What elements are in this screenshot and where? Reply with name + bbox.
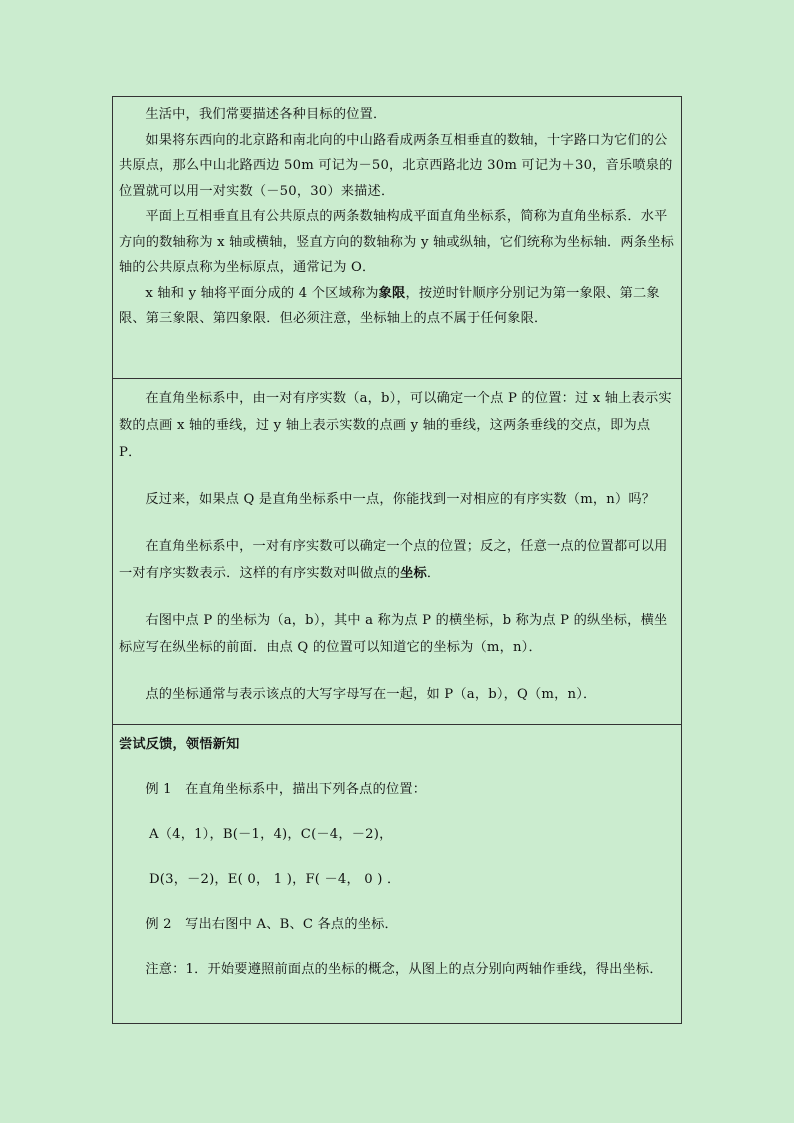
- note: 注意：1．开始要遵照前面点的坐标的概念，从图上的点分别向两轴作垂线，得出坐标．: [145, 962, 663, 977]
- text: ，按逆时针顺序分别记为第一象限、第二象限、第三象限、第四象限．但必须注意，坐标轴上的点不属于任何象限．: [119, 285, 660, 326]
- paragraph: 如果将东西向的北京路和南北向的中山路看成两条互相垂直的数轴，十字路口为它们的公共原点，那么中山北路西边 50m 可记为－50，北京西路北边 30m 可记为＋30，音乐喷泉的位置就可以用一对实数（－50，30）来描述．: [119, 132, 673, 199]
- text: ．: [426, 566, 441, 581]
- term-quadrant: 象限: [378, 285, 406, 301]
- lesson-table: [112, 96, 682, 1024]
- text: x 轴和 y 轴将平面分成的 4 个区域称为: [145, 285, 379, 301]
- paragraph: 点的坐标通常与表示该点的大写字母写在一起，如 P（a，b），Q（m，n）．: [145, 687, 597, 702]
- section-coordinates: [113, 379, 681, 725]
- paragraph: 右图中点 P 的坐标为（a，b），其中 a 称为点 P 的横坐标，b 称为点 P 的纵坐标，横坐标应写在纵坐标的前面．由点 Q 的位置可以知道它的坐标为（m，n）．: [119, 613, 668, 655]
- example-1-points-line1: A（4，1），B(－1，4)，C(－4，－2)，: [149, 827, 393, 842]
- term-coordinate: 坐标: [400, 566, 427, 581]
- section-heading: 尝试反馈，领悟新知: [119, 737, 240, 752]
- section-coordinate-system: [113, 97, 681, 379]
- paragraph: 平面上互相垂直且有公共原点的两条数轴构成平面直角坐标系，简称为直角坐标系．水平方向的数轴称为 x 轴或横轴，竖直方向的数轴称为 y 轴或纵轴，它们统称为坐标轴．两条坐标轴的公共原点称为坐标原点，通常记为 O．: [119, 209, 674, 275]
- example-2: 例 2 写出右图中 A、B、C 各点的坐标．: [145, 917, 398, 932]
- paragraph: 生活中，我们常要描述各种目标的位置．: [145, 107, 387, 122]
- text: 在直角坐标系中，一对有序实数可以确定一个点的位置；反之，任意一点的位置都可以用一对有序实数表示．这样的有序实数对叫做点的: [119, 539, 668, 581]
- paragraph-coordinate: [119, 533, 675, 587]
- example-1-points-line2: D(3，－2)，E( 0， 1 )，F( －4， 0 ) ．: [149, 872, 401, 887]
- paragraph: 在直角坐标系中，由一对有序实数（a，b），可以确定一个点 P 的位置：过 x 轴上表示实数的点画 x 轴的垂线，过 y 轴上表示实数的点画 y 轴的垂线，这两条垂线的交点，即为点 P．: [119, 391, 672, 460]
- example-1: 例 1 在直角坐标系中，描出下列各点的位置：: [145, 782, 427, 797]
- paragraph-quadrant: [119, 281, 675, 332]
- section-practice: [113, 725, 681, 1023]
- paragraph: 反过来，如果点 Q 是直角坐标系中一点，你能找到一对相应的有序实数（m，n）吗？: [145, 492, 656, 507]
